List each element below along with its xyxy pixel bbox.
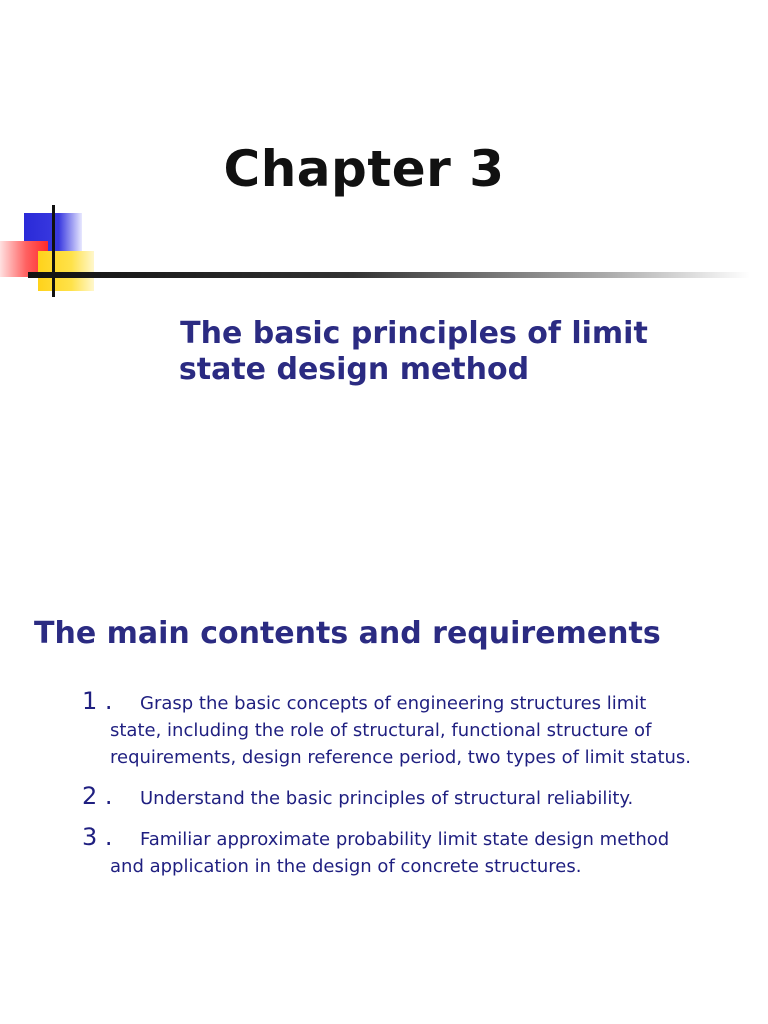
item-continuation: state, including the role of structural, functional structure of <box>110 720 652 741</box>
section-heading: The main contents and requirements <box>34 616 661 651</box>
slide-subtitle <box>0 316 768 388</box>
item-text: Familiar approximate probability limit state design method <box>140 829 670 850</box>
horizontal-rule <box>28 272 750 278</box>
item-continuation: and application in the design of concrete structures. <box>110 856 582 877</box>
yellow-square <box>38 251 94 291</box>
item-continuation: requirements, design reference period, two types of limit status. <box>110 747 692 768</box>
list-item <box>82 688 742 771</box>
item-number: 1 . <box>82 687 113 715</box>
list-item <box>82 824 742 880</box>
chapter-title: Chapter 3 <box>223 140 505 198</box>
item-number: 2 . <box>82 782 113 810</box>
item-text: Grasp the basic concepts of engineering structures limit <box>140 693 647 714</box>
subtitle-line-1: The basic principles of limit <box>180 316 648 351</box>
decorative-color-blocks <box>0 205 768 300</box>
item-text: Understand the basic principles of structural reliability. <box>140 788 634 809</box>
requirements-list <box>82 688 742 892</box>
vertical-rule <box>52 205 55 297</box>
list-item <box>82 783 742 812</box>
subtitle-line-2: state design method <box>178 352 530 387</box>
item-number: 3 . <box>82 823 113 851</box>
